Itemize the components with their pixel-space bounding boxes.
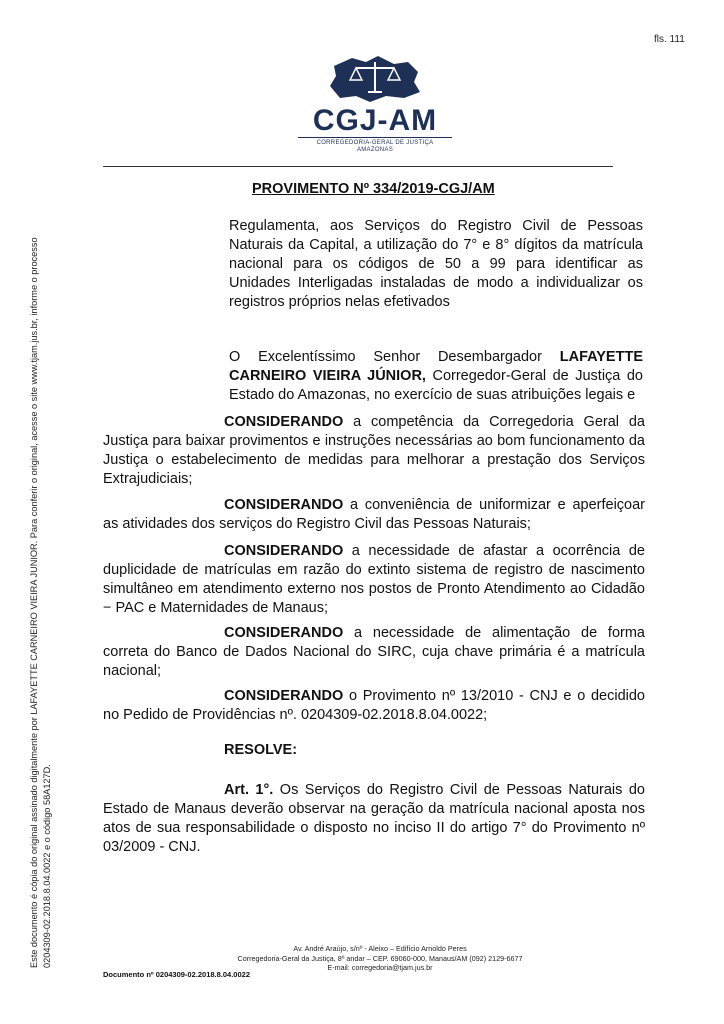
considerando-keyword: CONSIDERANDO (224, 497, 344, 513)
article-label: Art. 1°. (224, 782, 274, 798)
logo-divider (298, 137, 452, 138)
considerando-paragraph (103, 413, 645, 489)
article-text: Os Serviços do Registro Civil de Pessoas Naturais do Estado de Manaus deverão observar na geração da matrícula nacional aposta nos atos de sua responsabilidade o disposto no inciso II do artigo 7° do Provimento nº 03/2009 - CNJ. (103, 782, 645, 855)
document-number: Documento nº 0204309-02.2018.8.04.0022 (103, 970, 250, 979)
ementa: Regulamenta, aos Serviços do Registro Civil de Pessoas Naturais da Capital, a utilização do 7° e 8° dígitos da matrícula nacional para os códigos de 50 a 99 para identificar as Unidades Interligadas instaladas de modo a individualizar os registros próprios nelas efetivados (229, 218, 643, 310)
considerando-paragraph (103, 496, 645, 534)
considerando-text: a conveniência de uniformizar e aperfeiçoar as atividades dos serviços do Registro Civil das Pessoas Naturais; (103, 497, 645, 532)
side-authentication-note (28, 178, 54, 968)
header-divider (103, 166, 613, 167)
article-1 (103, 781, 645, 857)
considerando-paragraph (103, 542, 645, 618)
considerando-keyword: CONSIDERANDO (224, 543, 344, 559)
considerando-paragraph (103, 687, 645, 725)
amazonas-map-scales-icon (326, 52, 424, 104)
considerando-paragraph (103, 624, 645, 681)
footer-email: E-mail: corregedoria@tjam.jus.br (327, 963, 433, 972)
considerando-text: o Provimento nº 13/2010 - CNJ e o decidido no Pedido de Providências nº. 0204309-02.2018.8.04.0022; (103, 688, 645, 723)
side-note-line-2: 0204309-02.2018.8.04.0022 e o código 58A127D. (42, 764, 52, 968)
footer-address (180, 944, 580, 973)
considerando-text: a competência da Corregedoria Geral da Justiça para baixar provimentos e instruções necessárias ao bom funcionamento da Justiça o estabelecimento de medidas para melhorar a prestação dos Serviços Extrajudiciais; (103, 414, 645, 487)
intro-prefix: O Excelentíssimo Senhor Desembargador (229, 349, 560, 365)
considerando-text: a necessidade de afastar a ocorrência de duplicidade de matrículas em razão do extinto sistema de registro de nascimento simultâneo em atendimento externo nos postos de Pronto Atendimento ao Cidadão − PAC e Maternidades de Manaus; (103, 543, 645, 616)
side-note-line-1: Este documento é cópia do original assinado digitalmente por LAFAYETTE CARNEIRO VIEIRA JUNIOR. Para conferir o original, acesse o site www.tjam.jus.br, informe o processo (29, 237, 39, 968)
desembargador-name: LAFAYETTE CARNEIRO VIEIRA JÚNIOR, (229, 349, 643, 384)
document-title: PROVIMENTO Nº 334/2019-CGJ/AM (252, 181, 495, 197)
logo-subtitle-line-1: CORREGEDORIA-GERAL DE JUSTIÇA (316, 140, 434, 146)
footer-line-1: Av. André Araújo, s/nº - Aleixo – Edifício Arnoldo Peres (293, 944, 467, 953)
considerando-keyword: CONSIDERANDO (224, 625, 344, 641)
intro-suffix: Corregedor-Geral de Justiça do Estado do Amazonas, no exercício de suas atribuições legais e (229, 368, 643, 403)
considerando-keyword: CONSIDERANDO (224, 688, 344, 704)
page-number: fls. 111 (654, 34, 685, 45)
intro-paragraph (229, 348, 643, 405)
logo-subtitle (296, 140, 454, 154)
logo-subtitle-line-2: AMAZONAS (356, 147, 394, 153)
footer-line-2: Corregedoria-Geral da Justiça, 8º andar – CEP. 69060-000, Manaus/AM (092) 2129-6677 (237, 953, 523, 963)
resolve-heading: RESOLVE: (224, 742, 298, 758)
considerando-keyword: CONSIDERANDO (224, 414, 344, 430)
considerando-text: a necessidade de alimentação de forma correta do Banco de Dados Nacional do SIRC, cuja chave primária é a matrícula nacional; (103, 625, 645, 679)
logo-title: CGJ-AM (312, 104, 438, 137)
cgj-am-logo (296, 52, 454, 158)
